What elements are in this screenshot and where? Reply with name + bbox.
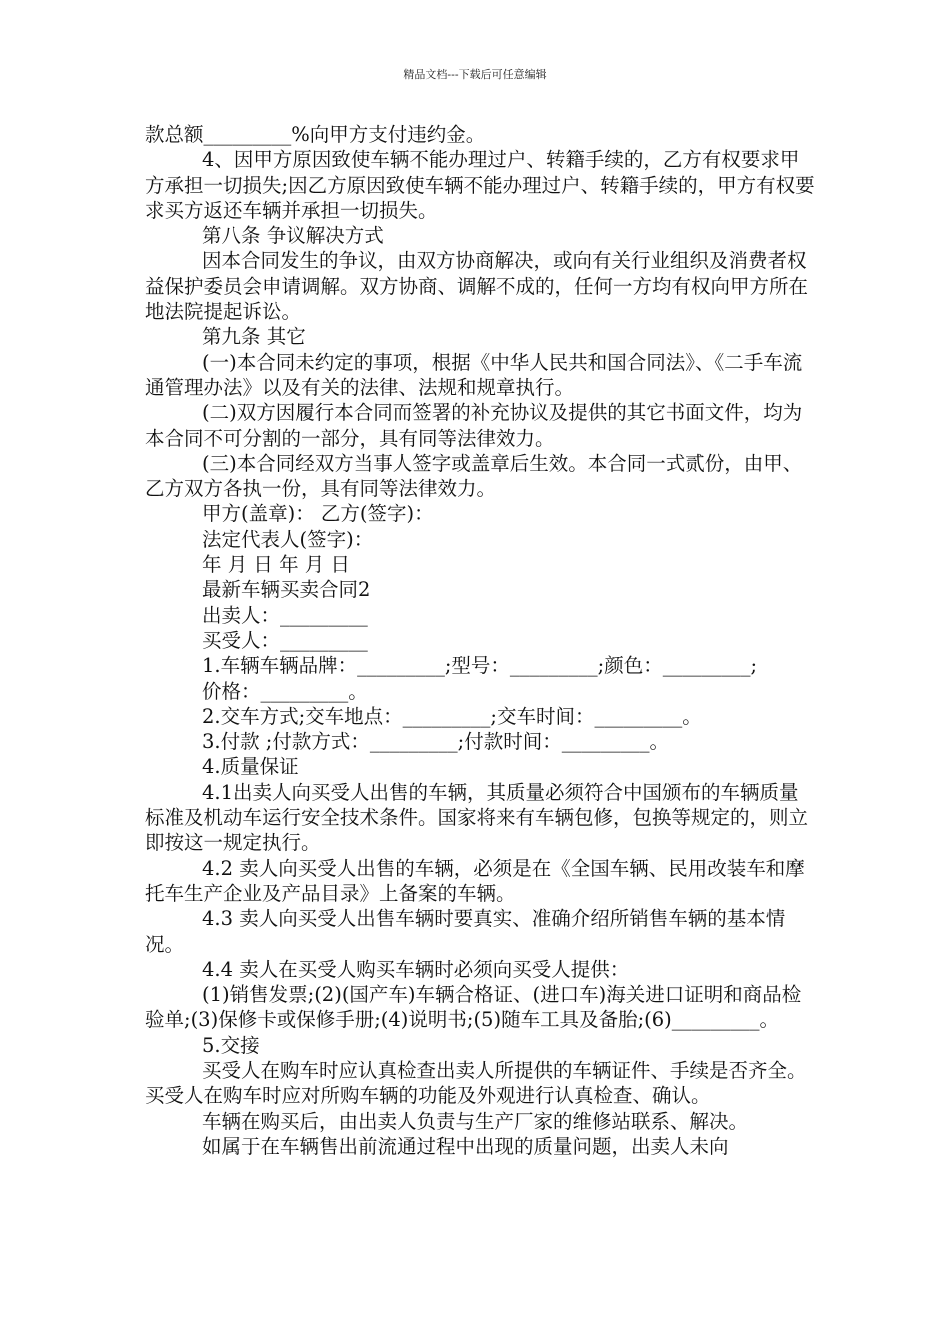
paragraph: 1.车辆车辆品牌：_________;型号：_________;颜色：_________; [202, 654, 758, 678]
section-heading: 5.交接 [202, 1033, 260, 1057]
seller-line: 出卖人：_________ [202, 603, 368, 627]
paragraph: 4、因甲方原因致使车辆不能办理过户、转籍手续的，乙方有权要求甲方承担一切损失;因乙方原因致使车辆不能办理过户、转籍手续的，甲方有权要求买方返还车辆并承担一切损失。 [145, 148, 815, 222]
paragraph: 如属于在车辆售出前流通过程中出现的质量问题，出卖人未向 [202, 1134, 729, 1158]
paragraph: 4.2 卖人向买受人出售的车辆，必须是在《全国车辆、民用改装车和摩托车生产企业及产品目录》上备案的车辆。 [145, 856, 805, 905]
section-heading: 第八条 争议解决方式 [202, 224, 384, 248]
paragraph: 3.付款 ;付款方式：_________;付款时间：_________。 [202, 730, 669, 754]
paragraph: 价格：_________。 [202, 679, 368, 703]
paragraph: 因本合同发生的争议，由双方协商解决，或向有关行业组织及消费者权益保护委员会申请调解。双方协商、调解不成的，任何一方均有权向甲方所在地法院提起诉讼。 [145, 249, 809, 324]
paragraph: 4.4 卖人在买受人购买车辆时必须向买受人提供： [202, 957, 630, 981]
contract-title: 最新车辆买卖合同2 [202, 578, 371, 602]
paragraph: 买受人在购车时应认真检查出卖人所提供的车辆证件、手续是否齐全。 买受人在购车时应对所购车辆的功能及外观进行认真检查、确认。 [145, 1058, 813, 1108]
paragraph: 车辆在购买后，由出卖人负责与生产厂家的维修站联系、解决。 [202, 1109, 749, 1133]
page-header: 精品文档---下载后可任意编辑 [403, 68, 547, 81]
section-heading: 第九条 其它 [202, 325, 306, 349]
paragraph: 款总额_________%向甲方支付违约金。 [145, 123, 486, 146]
buyer-line: 买受人：_________ [202, 628, 368, 652]
paragraph: 4.3 卖人向买受人出售车辆时要真实、准确介绍所销售车辆的基本情况。 [145, 907, 786, 956]
signature-line: 法定代表人(签字)： [202, 527, 374, 551]
paragraph: (一)本合同未约定的事项，根据《中华人民共和国合同法》、《二手车流通管理办法》以及有关的法律、法规和规章执行。 [145, 350, 803, 399]
date-line: 年 月 日 年 月 日 [202, 553, 350, 577]
section-heading: 4.质量保证 [202, 755, 299, 779]
paragraph: 2.交车方式;交车地点：_________;交车时间：_________。 [202, 704, 702, 728]
paragraph: (1)销售发票;(2)(国产车)车辆合格证、(进口车)海关进口证明和商品检验单;(3)保修卡或保修手册;(4)说明书;(5)随车工具及备胎;(6)_________。 [145, 983, 802, 1032]
paragraph: (二)双方因履行本合同而签署的补充协议及提供的其它书面文件，均为本合同不可分割的一部分，具有同等法律效力。 [145, 401, 803, 450]
paragraph: 4.1出卖人向买受人出售的车辆，其质量必须符合中国颁布的车辆质量标准及机动车运行安全技术条件。国家将来有车辆包修，包换等规定的，则立即按这一规定执行。 [145, 780, 809, 855]
signature-line: 甲方(盖章)： 乙方(签字)： [202, 502, 434, 526]
paragraph: (三)本合同经双方当事人签字或盖章后生效。本合同一式贰份，由甲、乙方双方各执一份，具有同等法律效力。 [145, 451, 803, 501]
document-body [145, 122, 815, 1159]
